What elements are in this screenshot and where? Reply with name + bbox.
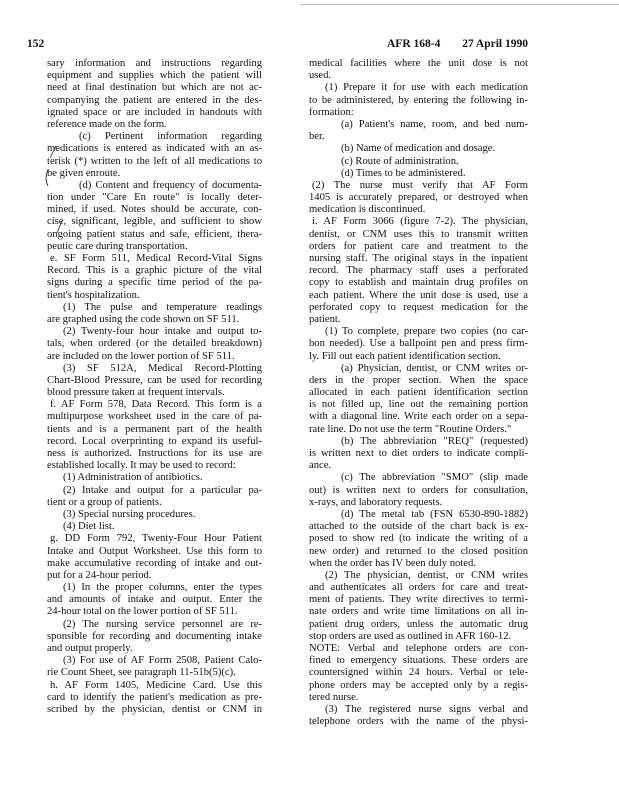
text-line: bon needed). Use a ballpoint pen and press firm- — [309, 338, 528, 350]
text-line: perforated copy to request medication for the — [309, 301, 528, 313]
text-line: (3) Special nursing procedures. — [63, 508, 196, 520]
text-line: (1) Administration of antibiotics. — [63, 472, 203, 484]
text-line: are included on the lower portion of SF 511. — [47, 350, 235, 362]
text-line: cise, significant, legible, and sufficient to show — [47, 216, 262, 228]
text-line: reference made on the form. — [47, 118, 167, 130]
text-line: (4) Diet list. — [63, 521, 115, 533]
text-line: ignated space or are included in handouts with — [47, 106, 262, 118]
text-line: mined, if used. Notes should be accurate, con- — [47, 204, 262, 216]
text-line: (2) The physician, dentist, or CNM writes — [325, 569, 528, 581]
text-line: rate line. Do not use the term "Routine Orders." — [309, 423, 512, 435]
text-line: posed to show red (to indicate the writing of a — [309, 533, 528, 545]
text-line: (a) Physician, dentist, or CNM writes or- — [341, 362, 528, 374]
text-line: (c) Pertinent information regarding — [79, 131, 262, 143]
text-line: fined to emergency situations. These orders are — [309, 655, 528, 667]
text-line: (3) The registered nurse signs verbal and — [325, 703, 528, 715]
text-line: put for a 24-hour period. — [47, 569, 152, 581]
text-line: orders for patient care and treatment to the — [309, 240, 528, 252]
text-line: ness is authorized. Instructions for its use are — [47, 448, 262, 459]
text-line: 1405 is accurately prepared, or destroyed when — [309, 192, 528, 204]
text-line: sary information and instructions regarding — [47, 58, 262, 69]
text-line: new order) and returned to the closed position — [309, 545, 528, 557]
text-line: tients and is a permanent part of the health — [47, 423, 262, 435]
text-line: rie Count Sheet, see paragraph 11-51b(5)(c). — [47, 667, 236, 679]
text-line: ber. — [309, 131, 325, 143]
text-line: (1) To complete, prepare two copies (no car- — [325, 326, 528, 338]
text-line: established locally. It may be used to record: — [47, 460, 236, 472]
text-line: signs during a specific time period of the pa- — [47, 277, 262, 289]
text-line: card to identify the patient's medication as pre- — [47, 691, 262, 703]
text-line: out) is written next to orders for consultation, — [309, 484, 528, 496]
text-line: (3) SF 512A, Medical Record-Plotting — [63, 362, 262, 374]
text-line: formation: — [309, 106, 354, 118]
text-line: tered nurse. — [309, 691, 359, 703]
text-line: 24-hour total on the lower portion of SF 511. — [47, 606, 238, 618]
text-line: with a diagonal line. Write each order on a sepa- — [309, 411, 528, 423]
text-line: x-rays, and laboratory requests. — [309, 496, 443, 508]
text-line: need at final destination but which are not ac- — [47, 82, 262, 94]
text-line: medical facilities where the unit dose is not — [309, 58, 528, 69]
text-line: (b) Name of medication and dosage. — [341, 143, 496, 155]
text-line: tals, when ordered (or the detailed breakdown) — [47, 338, 262, 350]
text-line: tion under "Care En route" is locally deter- — [47, 192, 262, 204]
text-line: ders in the proper section. When the space — [309, 374, 528, 386]
text-line: be given enroute. — [47, 167, 121, 179]
text-line: patient. — [309, 313, 341, 325]
text-line: (2) The nursing service personnel are re- — [63, 618, 262, 630]
text-line: (c) Route of administration. — [341, 155, 459, 167]
text-line: f. AF Form 578, Data Record. This form is a — [50, 399, 262, 411]
text-line: allocated in each patient identification section — [309, 387, 528, 399]
text-line: medications is entered as indicated with an as- — [47, 143, 262, 155]
text-line: Record. This is a graphic picture of the vital — [47, 265, 262, 277]
publication-id: AFR 168-4 — [387, 38, 441, 50]
handwritten-mark — [57, 221, 62, 233]
publication-date: 27 April 1990 — [462, 38, 528, 50]
text-line: phone orders may be accepted only by a regis- — [309, 679, 528, 691]
text-line: medication is discontinued. — [309, 204, 426, 216]
text-line: (2) Twenty-four hour intake and output to- — [63, 326, 262, 338]
text-line: e. SF Form 511, Medical Record-Vital Signs — [50, 253, 262, 264]
text-line: Intake and Output Worksheet. Use this form to — [47, 545, 262, 557]
text-line: sponsible for recording and documenting intake — [47, 630, 262, 642]
text-line: and output properly. — [47, 643, 133, 654]
text-line: each patient. Where the unit dose is used, use a — [309, 289, 528, 301]
text-line: g. DD Form 792, Twenty-Four Hour Patient — [50, 533, 262, 545]
text-line: make accumulative recording of intake and out- — [47, 557, 262, 569]
text-line: stop orders are used as outlined in AFR 160-12. — [309, 630, 512, 642]
text-line: used. — [309, 70, 332, 82]
text-line: h. AF Form 1405, Medicine Card. Use this — [50, 679, 262, 691]
text-line: blood pressure taken at frequent intervals. — [47, 387, 225, 399]
text-line: (d) Content and frequency of documenta- — [79, 179, 262, 191]
text-line: ance. — [309, 460, 332, 472]
text-line: tient's hospitalization. — [47, 289, 140, 301]
text-line: telephone orders with the name of the physi- — [309, 716, 528, 728]
text-line: is not filled up, line out the remaining portion — [309, 399, 528, 411]
text-line: are graphed using the code shown on SF 511. — [47, 313, 240, 325]
text-line: ment of patients. They write directives to termi- — [309, 594, 528, 606]
text-line: and amounts of intake and output. Enter the — [47, 594, 262, 606]
text-line: multipurpose worksheet used in the care of pa- — [47, 411, 262, 423]
text-line: (1) In the proper columns, enter the types — [63, 582, 262, 594]
text-line: (1) Prepare it for use with each medication — [325, 82, 528, 94]
handwritten-mark — [46, 170, 48, 186]
text-line: ly. Fill out each patient identification section. — [309, 350, 501, 362]
text-line: countersigned within 24 hours. Verbal or tele- — [309, 667, 528, 679]
text-line: (a) Patient's name, room, and bed num- — [341, 118, 528, 130]
text-line: (d) Times to be administered. — [341, 167, 466, 179]
text-line: nursing staff. The original stays in the inpatient — [309, 253, 528, 264]
text-line: i. AF Form 3066 (figure 7-2). The physician, — [312, 216, 528, 228]
text-line: Chart-Blood Pressure, can be used for recording — [47, 374, 262, 386]
text-line: (2) The nurse must verify that AF Form — [312, 179, 528, 191]
text-line: (3) For use of AF Form 2508, Patient Calo- — [63, 655, 262, 667]
text-line: equipment and supplies which the patient will — [47, 70, 262, 82]
text-line: to be administered, by entering the following in- — [309, 94, 528, 106]
page-number: 152 — [27, 38, 45, 50]
text-line: record. The pharmacy staff uses a perforated — [309, 265, 528, 277]
text-line: copy to establish and maintain drug profiles on — [309, 277, 528, 289]
text-line: terisk (*) written to the left of all medications to — [47, 155, 262, 167]
text-line: companying the patient are entered in the des- — [47, 94, 262, 106]
text-line: (c) The abbreviation "SMO" (slip made — [341, 472, 528, 484]
text-line: ongoing patient status and safe, efficient, thera- — [47, 228, 262, 240]
text-line: patient drug orders, unless the automatic drug — [309, 618, 528, 630]
text-line: dentist, or CNM uses this to transmit written — [309, 228, 528, 240]
text-line: (b) The abbreviation "REQ" (requested) — [341, 435, 528, 447]
text-line: attached to the outside of the chart back is ex- — [309, 521, 528, 533]
text-line: nate orders and write time limitations on all in- — [309, 606, 528, 618]
handwritten-mark — [50, 146, 56, 158]
text-line: (d) The metal tab (FSN 6530-890-1882) — [341, 508, 528, 520]
text-line: (1) The pulse and temperature readings — [63, 301, 262, 313]
text-line: when the order has IV been duly noted. — [309, 557, 476, 569]
text-line: tient or a group of patients. — [47, 496, 162, 508]
text-line: record. Local overprinting to expand its useful- — [47, 435, 262, 447]
text-line: is written next to diet orders to indicate compli- — [309, 448, 528, 459]
text-line: and authenticates all orders for care and treat- — [309, 582, 528, 594]
text-line: scribed by the physician, dentist or CNM in — [47, 703, 262, 715]
text-line: (2) Intake and output for a particular pa- — [63, 484, 262, 496]
text-line: NOTE: Verbal and telephone orders are con- — [309, 643, 528, 654]
text-line: peutic care during transportation. — [47, 240, 188, 252]
